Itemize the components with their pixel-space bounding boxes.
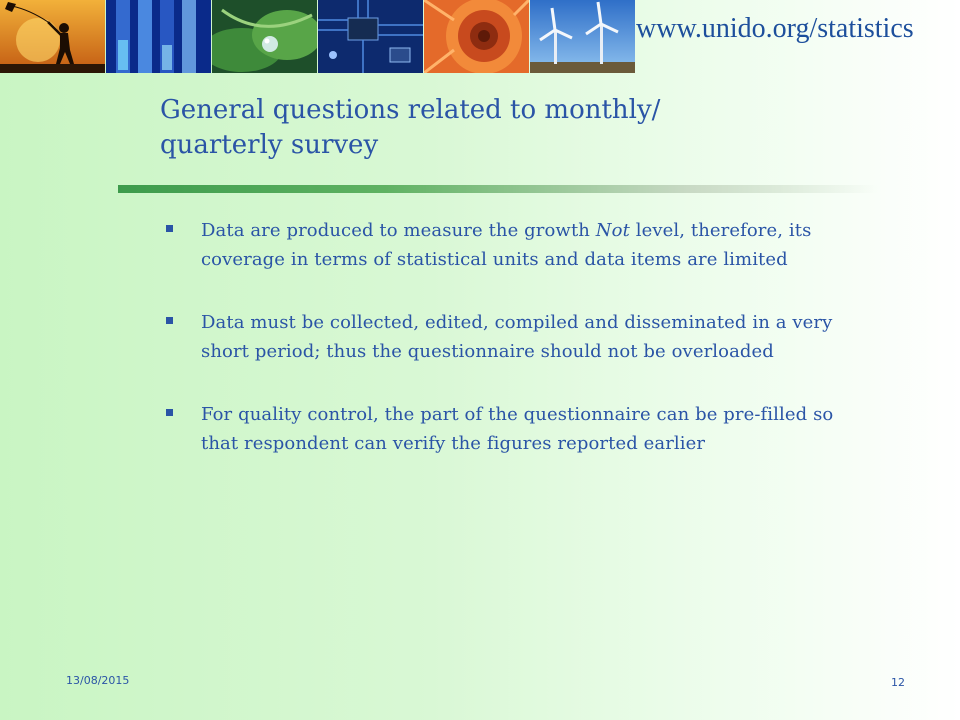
page-number: 12 bbox=[891, 676, 905, 689]
bullet-emphasis: Not bbox=[595, 220, 630, 241]
photo-strip bbox=[0, 0, 636, 73]
website-url[interactable]: www.unido.org/statistics bbox=[636, 13, 914, 44]
bullet-text: Data must be collected, edited, compiled and disseminated in a very short period; thus the questionnaire should not be overloaded bbox=[201, 312, 833, 362]
wind-turbines-photo bbox=[530, 0, 635, 73]
bullet-item bbox=[165, 308, 855, 366]
footer-date: 13/08/2015 bbox=[66, 674, 130, 687]
bullet-text bbox=[201, 216, 855, 274]
slide-title bbox=[160, 93, 780, 163]
slide-title-line-2: quarterly survey bbox=[160, 130, 379, 160]
bullet-square-icon bbox=[166, 225, 173, 232]
bullet-text-part: Data are produced to measure the growth bbox=[201, 220, 596, 241]
water-drop-leaf-photo bbox=[212, 0, 317, 73]
flower-closeup-photo bbox=[424, 0, 529, 73]
bullet-text: For quality control, the part of the questionnaire can be pre-filled so that respondent can verify the figures reported earlier bbox=[201, 404, 834, 454]
laboratory-test-tubes-photo bbox=[106, 0, 211, 73]
bullet-square-icon bbox=[166, 317, 173, 324]
header-banner bbox=[0, 0, 960, 73]
bullet-list bbox=[165, 216, 855, 492]
title-divider bbox=[118, 185, 878, 193]
slide-title-line-1: General questions related to monthly/ bbox=[160, 95, 661, 125]
circuit-board-photo bbox=[318, 0, 423, 73]
bullet-text-part: level, therefore, its coverage in terms of statistical units and data items are limited bbox=[201, 220, 812, 270]
bullet-item bbox=[165, 400, 855, 458]
bullet-square-icon bbox=[166, 409, 173, 416]
bullet-item bbox=[165, 216, 855, 274]
silhouette-child-kite-photo bbox=[0, 0, 105, 73]
